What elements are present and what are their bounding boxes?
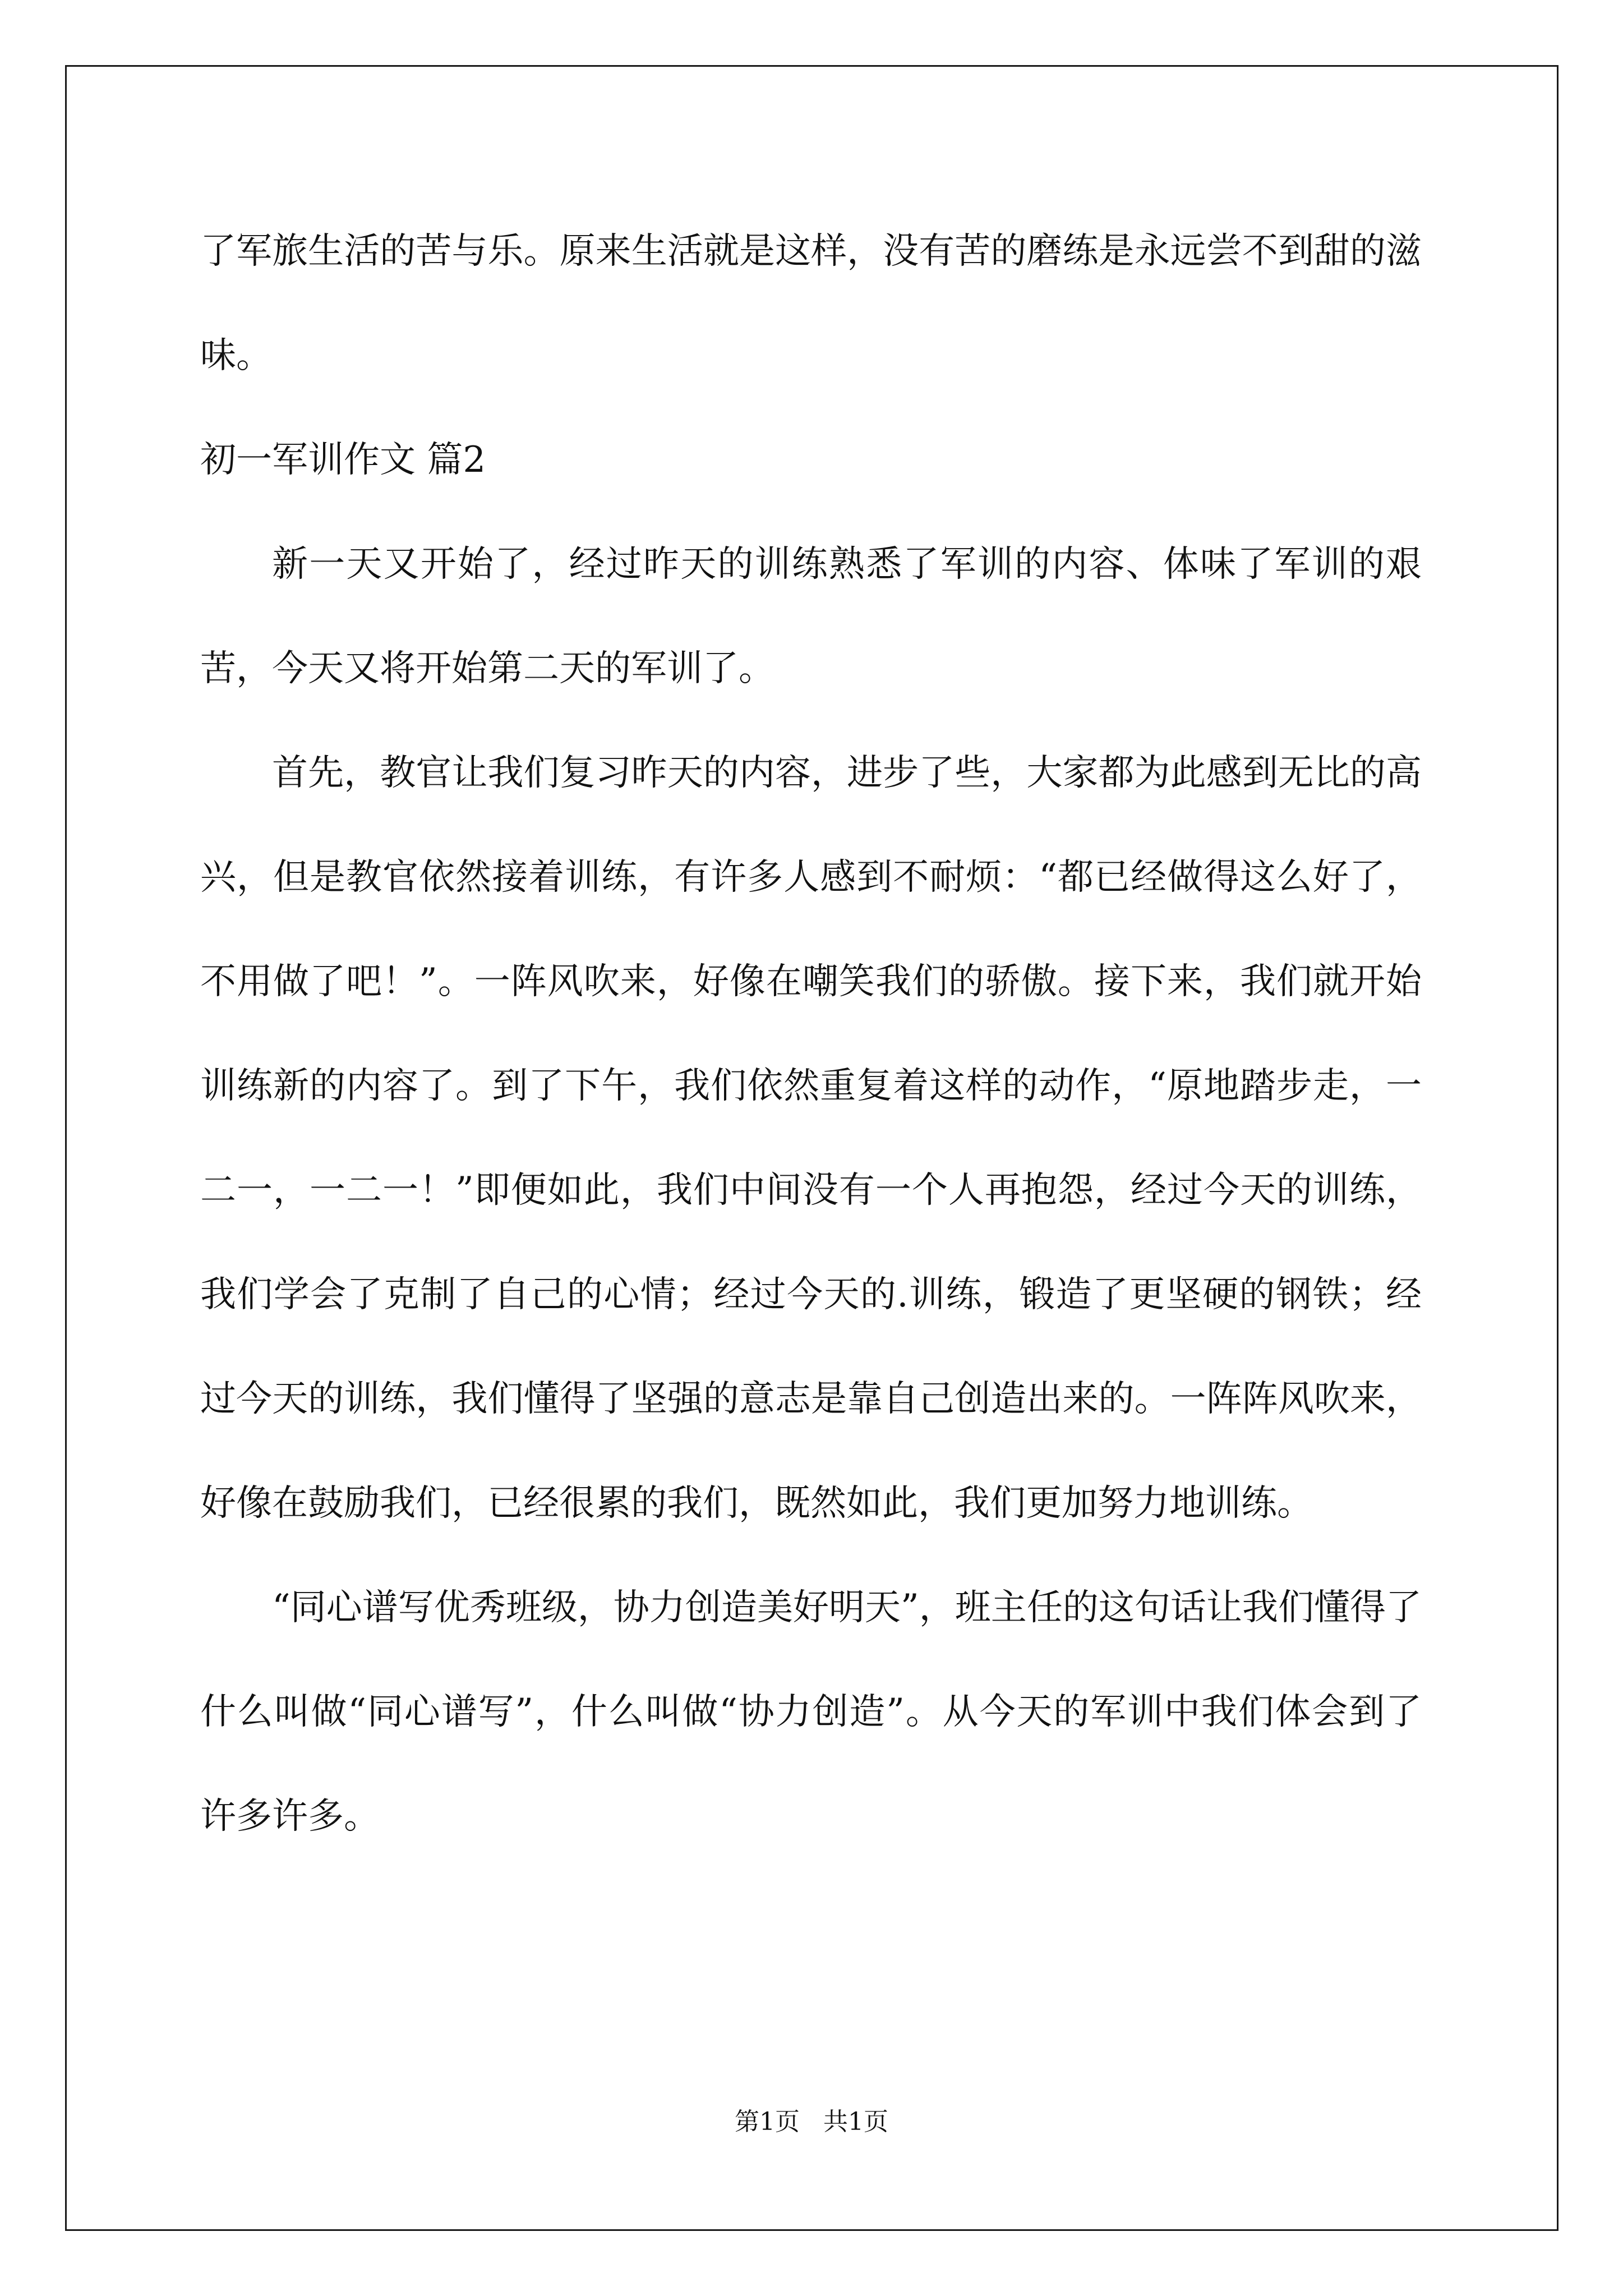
paragraph-continuation: 了军旅生活的苦与乐。原来生活就是这样，没有苦的磨练是永远尝不到甜的滋味。 (200, 231, 1422, 376)
document-body (200, 199, 1422, 1869)
page-footer: 第1页 共1页 (735, 2108, 888, 2136)
paragraph: 新一天又开始了，经过昨天的训练熟悉了军训的内容、体味了军训的艰苦，今天又将开始第二天的军训了。 (200, 544, 1422, 689)
paragraph: 首先，教官让我们复习昨天的内容，进步了些，大家都为此感到无比的高兴，但是教官依然接着训练，有许多人感到不耐烦：“都已经做得这么好了，不用做了吧！”。一阵风吹来，好像在嘲笑我们的骄傲。接下来，我们就开始训练新的内容了。到了下午，我们依然重复着这样的动作，“原地踏步走，一二一，一二一！”即便如此，我们中间没有一个人再抱怨，经过今天的训练，我们学会了克制了自己的心情；经过今天的.训练，锻造了更坚硬的钢铁；经过今天的训练，我们懂得了坚强的意志是靠自己创造出来的。一阵阵风吹来，好像在鼓励我们，已经很累的我们，既然如此，我们更加努力地训练。 (200, 752, 1422, 1524)
section-heading: 初一军训作文 篇2 (200, 439, 486, 481)
paragraph: “同心谱写优秀班级，协力创造美好明天”，班主任的这句话让我们懂得了什么叫做“同心谱写”，什么叫做“协力创造”。从今天的军训中我们体会到了许多许多。 (200, 1587, 1422, 1837)
